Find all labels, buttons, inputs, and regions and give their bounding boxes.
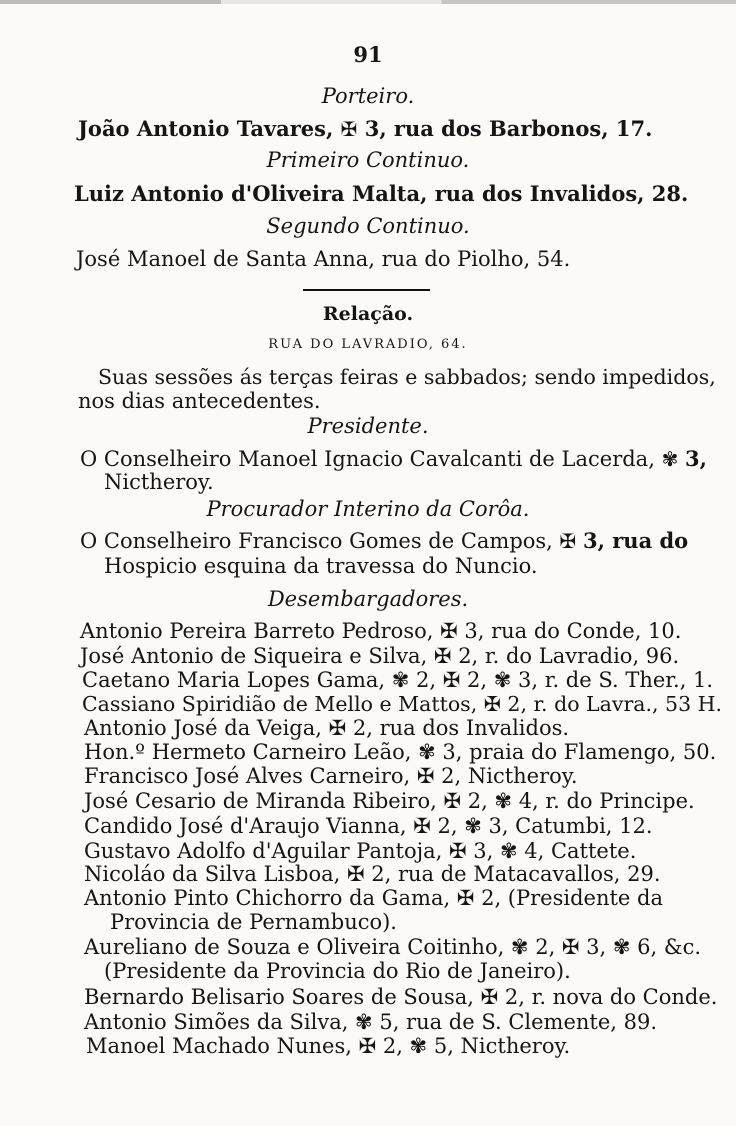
heading-porteiro: Porteiro. bbox=[321, 84, 415, 108]
sessions-line-1: Suas sessões ás terças feiras e sabbados; sendo impedidos, bbox=[98, 365, 716, 389]
scan-edge-artifact bbox=[0, 0, 736, 4]
relacao-address: RUA DO LAVRADIO, 64. bbox=[268, 337, 468, 352]
desembargador-entry: Antonio Pereira Barreto Pedroso, ✠ 3, rua do Conde, 10. bbox=[80, 619, 682, 643]
heading-segundo-continuo: Segundo Continuo. bbox=[266, 214, 470, 238]
desembargador-entry: Antonio Simões da Silva, ✾ 5, rua de S. Clemente, 89. bbox=[84, 1010, 658, 1034]
sessions-line-2: nos dias antecedentes. bbox=[78, 389, 321, 413]
order-cross-icon: ✠ bbox=[559, 529, 577, 553]
order-cross-icon: ✠ bbox=[340, 117, 358, 141]
entry-primeiro-continuo: Luiz Antonio d'Oliveira Malta, rua dos Invalidos, 28. bbox=[74, 181, 689, 206]
procurador-line-1: O Conselheiro Francisco Gomes de Campos, ✠ 3, rua do bbox=[80, 528, 689, 553]
desembargador-entry: Antonio José da Veiga, ✠ 2, rua dos Invalidos. bbox=[84, 716, 570, 740]
desembargador-entry: Caetano Maria Lopes Gama, ✾ 2, ✠ 2, ✾ 3, r. de S. Ther., 1. bbox=[82, 668, 714, 692]
presidente-line-1: O Conselheiro Manoel Ignacio Cavalcanti de Lacerda, ✾ 3, bbox=[80, 446, 707, 471]
order-rose-icon: ✾ bbox=[661, 447, 679, 471]
entry-porteiro: João Antonio Tavares, ✠ 3, rua dos Barbonos, 17. bbox=[78, 116, 653, 141]
heading-relacao: Relação. bbox=[322, 303, 414, 325]
desembargador-entry: Cassiano Spiridião de Mello e Mattos, ✠ 2, r. do Lavra., 53 H. bbox=[82, 692, 723, 716]
heading-desembargadores: Desembargadores. bbox=[267, 587, 469, 611]
procurador-line-2: Hospicio esquina da travessa do Nuncio. bbox=[104, 554, 538, 578]
heading-primeiro-continuo: Primeiro Continuo. bbox=[266, 148, 470, 172]
desembargador-entry-continued: Provincia de Pernambuco). bbox=[110, 910, 397, 934]
section-divider bbox=[303, 289, 430, 291]
desembargador-entry: José Antonio de Siqueira e Silva, ✠ 2, r. do Lavradio, 96. bbox=[80, 644, 680, 668]
desembargador-entry: Francisco José Alves Carneiro, ✠ 2, Nictheroy. bbox=[84, 764, 578, 788]
desembargador-entry-continued: (Presidente da Provincia do Rio de Janeiro). bbox=[104, 959, 571, 983]
heading-presidente: Presidente. bbox=[307, 414, 429, 438]
desembargador-entry: Nicoláo da Silva Lisboa, ✠ 2, rua de Matacavallos, 29. bbox=[84, 862, 661, 886]
desembargador-entry: Candido José d'Araujo Vianna, ✠ 2, ✾ 3, Catumbi, 12. bbox=[84, 814, 653, 838]
entry-segundo-continuo: José Manoel de Santa Anna, rua do Piolho, 54. bbox=[76, 247, 571, 271]
desembargador-entry: Hon.º Hermeto Carneiro Leão, ✾ 3, praia do Flamengo, 50. bbox=[84, 740, 717, 764]
desembargador-entry: Manoel Machado Nunes, ✠ 2, ✾ 5, Nictheroy. bbox=[86, 1034, 571, 1058]
desembargador-entry: Bernardo Belisario Soares de Sousa, ✠ 2, r. nova do Conde. bbox=[84, 985, 718, 1009]
page-number: 91 bbox=[353, 42, 383, 67]
presidente-line-2: Nictheroy. bbox=[104, 470, 214, 494]
desembargador-entry: Gustavo Adolfo d'Aguilar Pantoja, ✠ 3, ✾ 4, Cattete. bbox=[84, 839, 637, 863]
desembargador-entry: José Cesario de Miranda Ribeiro, ✠ 2, ✾ 4, r. do Principe. bbox=[84, 789, 695, 813]
desembargador-entry: Aureliano de Souza e Oliveira Coitinho, ✾ 2, ✠ 3, ✾ 6, &c. bbox=[84, 935, 702, 959]
heading-procurador: Procurador Interino da Corôa. bbox=[206, 497, 530, 521]
desembargador-entry: Antonio Pinto Chichorro da Gama, ✠ 2, (Presidente da bbox=[84, 886, 663, 910]
